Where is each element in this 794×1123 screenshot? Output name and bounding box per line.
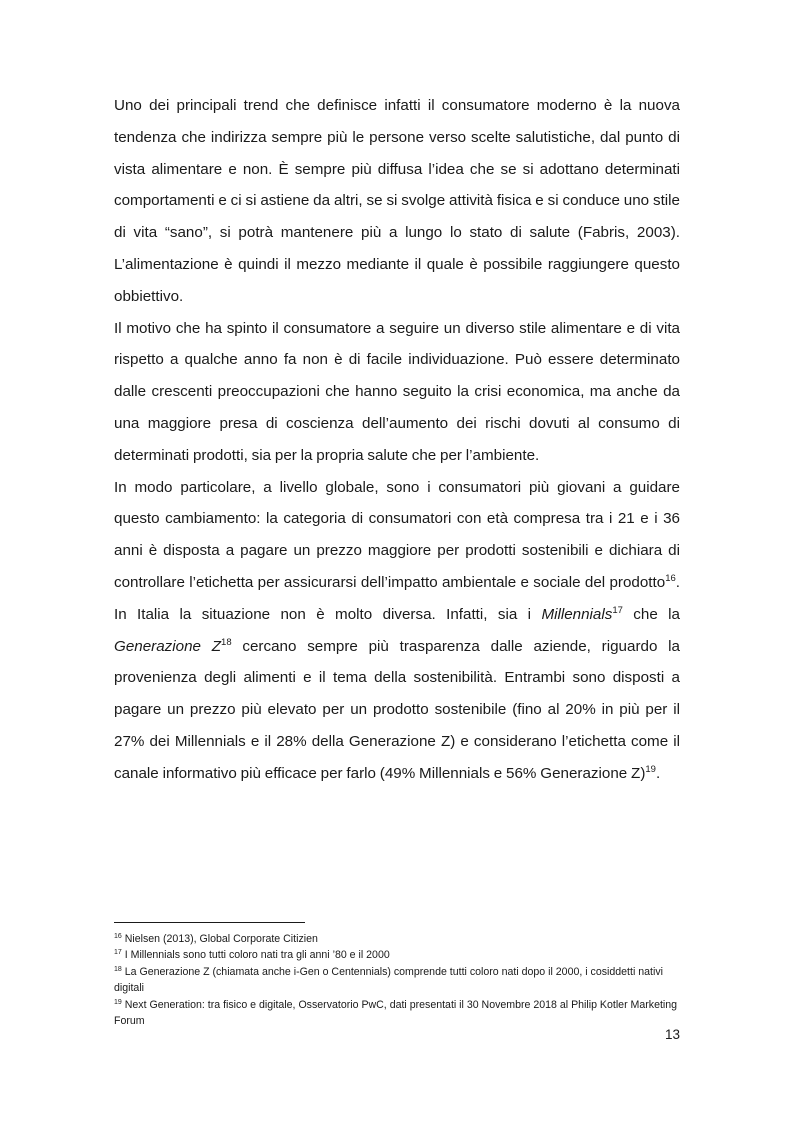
text-segment: cercano sempre più trasparenza dalle aziende, riguardo la provenienza degli alimenti e il tema della sostenibilità. Entrambi sono disposti a pagare un prezzo più elevato per un prodotto sostenibile (fino al 20% in più per il 27% dei Millennials e il 28% della Generazione Z) e considerano l’etichetta come il canale informativo più efficace per farlo (49% Millennials e 56% Generazione Z) — [114, 637, 680, 782]
footnote-number: 16 — [114, 933, 122, 940]
footnote-ref-16[interactable]: 16 — [665, 572, 676, 584]
body-text — [114, 90, 680, 790]
footnote-number: 18 — [114, 965, 122, 973]
footnotes — [114, 931, 680, 1029]
text-segment: che la — [622, 605, 680, 623]
text-segment: . In Italia la situazione non è molto diversa. Infatti, sia i — [114, 573, 680, 623]
footnote-text: Nielsen (2013), Global Corporate Citizien — [121, 933, 318, 945]
footnote-text: I Millennials sono tutti coloro nati tra gli anni ’80 e il 2000 — [121, 949, 390, 962]
page-number: 13 — [664, 1027, 680, 1042]
footnote-ref-19[interactable]: 19 — [645, 763, 656, 775]
paragraph-young-consumers — [114, 472, 680, 790]
footnote-text: Next Generation: tra fisico e digitale, Osservatorio PwC, dati presentati il 30 Novembre 2018 al Philip Kotler Marketing Forum — [114, 998, 678, 1028]
italic-term-generazione-z: Generazione Z — [114, 637, 222, 655]
footnote-number: 19 — [114, 998, 122, 1006]
paragraph-healthy-trend: Uno dei principali trend che definisce infatti il consumatore moderno è la nuova tendenza che indirizza sempre più le persone verso scelte salutistiche, dal punto di vista alimentare e non. È sempre più diffusa l’idea che se si adottano determinati comportamenti e ci si astiene da altri, se si svolge attività fisica e si conduce uno stile di vita “sano”, si potrà mantenere più a lungo lo stato di salute (Fabris, 2003). L’alimentazione è quindi il mezzo mediante il quale è possibile raggiungere questo obbiettivo. — [114, 97, 680, 305]
footnote-16 — [114, 931, 680, 947]
text-segment: In modo particolare, a livello globale, sono i consumatori più giovani a guidare questo cambiamento: la categoria di consumatori con età compresa tra i 21 e i 36 anni è disposta a pagare un prezzo maggiore per prodotti sostenibili e dichiara di controllare l’etichetta per assicurarsi dell’impatto ambientale e sociale del prodotto — [114, 478, 680, 591]
footnote-ref-18[interactable]: 18 — [221, 636, 232, 648]
footnote-19 — [114, 997, 680, 1030]
footnote-text: La Generazione Z (chiamata anche i-Gen o Centennials) comprende tutti coloro nati dopo il 2000, i cosiddetti nativi digitali — [114, 965, 663, 995]
footnote-18 — [114, 964, 680, 997]
footnote-17 — [114, 947, 680, 963]
paragraph-motivation: Il motivo che ha spinto il consumatore a seguire un diverso stile alimentare e di vita rispetto a qualche anno fa non è di facile individuazione. Può essere determinato dalle crescenti preoccupazioni che hanno seguito la crisi economica, ma anche da una maggiore presa di coscienza dell’aumento dei rischi dovuti al consumo di determinati prodotti, sia per la propria salute che per l’ambiente. — [114, 319, 680, 464]
footnote-number: 17 — [114, 949, 122, 957]
footnote-separator — [114, 922, 305, 923]
italic-term-millennials: Millennials — [541, 605, 613, 623]
text-segment: . — [655, 764, 661, 782]
footnote-ref-17[interactable]: 17 — [612, 604, 623, 616]
